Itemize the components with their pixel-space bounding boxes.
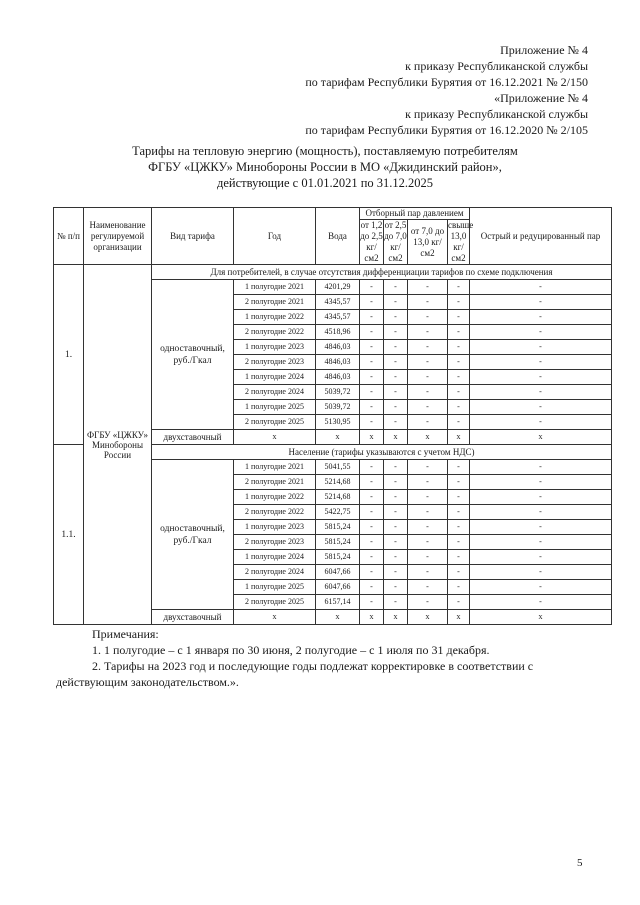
two-rate-value: х [360, 610, 384, 625]
col-header-sharp-steam: Острый и редуцированный пар [470, 208, 612, 265]
period-cell: 2 полугодие 2023 [234, 355, 316, 370]
dash-cell: - [360, 310, 384, 325]
dash-cell: - [408, 520, 448, 535]
dash-cell: - [448, 490, 470, 505]
dash-cell: - [470, 565, 612, 580]
dash-cell: - [408, 340, 448, 355]
two-rate-value: х [234, 610, 316, 625]
water-value: 5214,68 [316, 475, 360, 490]
dash-cell: - [384, 385, 408, 400]
two-rate-label: двухставочный [152, 430, 234, 445]
one-rate-label: одноставочный, руб./Гкал [152, 280, 234, 430]
dash-cell: - [360, 565, 384, 580]
dash-cell: - [448, 340, 470, 355]
dash-cell: - [384, 490, 408, 505]
dash-cell: - [384, 595, 408, 610]
col-header-pressure-1: от 1,2 до 2,5 кг/см2 [360, 220, 383, 263]
water-value: 4846,03 [316, 355, 360, 370]
water-value: 6047,66 [316, 580, 360, 595]
period-cell: 2 полугодие 2022 [234, 505, 316, 520]
period-cell: 2 полугодие 2025 [234, 415, 316, 430]
period-cell: 1 полугодие 2024 [234, 550, 316, 565]
header-line: к приказу Республиканской службы [405, 59, 588, 73]
dash-cell: - [448, 505, 470, 520]
dash-cell: - [360, 415, 384, 430]
dash-cell: - [408, 385, 448, 400]
dash-cell: - [448, 475, 470, 490]
dash-cell: - [448, 280, 470, 295]
two-rate-value: х [448, 610, 470, 625]
period-cell: 2 полугодие 2023 [234, 535, 316, 550]
dash-cell: - [384, 310, 408, 325]
section-number: 1. [54, 265, 84, 445]
period-cell: 2 полугодие 2021 [234, 295, 316, 310]
dash-cell: - [360, 520, 384, 535]
water-value: 4201,29 [316, 280, 360, 295]
dash-cell: - [360, 595, 384, 610]
two-rate-value: х [470, 430, 612, 445]
period-cell: 1 полугодие 2024 [234, 370, 316, 385]
tariff-table [53, 207, 612, 625]
dash-cell: - [470, 370, 612, 385]
dash-cell: - [360, 295, 384, 310]
dash-cell: - [448, 520, 470, 535]
header-line: «Приложение № 4 [494, 91, 588, 105]
col-header-tariff-type: Вид тарифа [152, 208, 234, 265]
dash-cell: - [448, 370, 470, 385]
dash-cell: - [384, 400, 408, 415]
dash-cell: - [448, 325, 470, 340]
dash-cell: - [470, 385, 612, 400]
title-line: ФГБУ «ЦЖКУ» Минобороны России в МО «Джидинский район», [148, 160, 502, 174]
dash-cell: - [470, 490, 612, 505]
col-header-number: № п/п [54, 208, 84, 265]
two-rate-value: х [448, 430, 470, 445]
water-value: 5815,24 [316, 535, 360, 550]
dash-cell: - [408, 400, 448, 415]
two-rate-value: х [384, 610, 408, 625]
dash-cell: - [408, 475, 448, 490]
dash-cell: - [360, 580, 384, 595]
period-cell: 2 полугодие 2024 [234, 385, 316, 400]
dash-cell: - [384, 550, 408, 565]
note-item: 2. Тарифы на 2023 год и последующие годы подлежат корректировке в соответствии с действующим законодательством.». [56, 659, 534, 689]
dash-cell: - [384, 535, 408, 550]
water-value: 5815,24 [316, 520, 360, 535]
water-value: 5039,72 [316, 400, 360, 415]
period-cell: 1 полугодие 2021 [234, 280, 316, 295]
dash-cell: - [360, 550, 384, 565]
section-caption-row [54, 265, 612, 280]
dash-cell: - [384, 325, 408, 340]
water-value: 4518,96 [316, 325, 360, 340]
dash-cell: - [470, 550, 612, 565]
col-header-steam-group: Отборный пар давлением [360, 208, 470, 220]
dash-cell: - [408, 460, 448, 475]
water-value: 4846,03 [316, 370, 360, 385]
dash-cell: - [408, 580, 448, 595]
dash-cell: - [408, 280, 448, 295]
two-rate-label: двухставочный [152, 610, 234, 625]
section-caption: Население (тарифы указываются с учетом НДС) [152, 445, 612, 460]
dash-cell: - [448, 400, 470, 415]
notes [56, 626, 586, 690]
dash-cell: - [470, 475, 612, 490]
two-rate-value: х [408, 430, 448, 445]
dash-cell: - [384, 520, 408, 535]
dash-cell: - [448, 460, 470, 475]
water-value: 5041,55 [316, 460, 360, 475]
dash-cell: - [408, 415, 448, 430]
dash-cell: - [360, 460, 384, 475]
two-rate-value: х [408, 610, 448, 625]
two-rate-value: х [234, 430, 316, 445]
two-rate-value: х [316, 610, 360, 625]
dash-cell: - [408, 295, 448, 310]
dash-cell: - [448, 385, 470, 400]
dash-cell: - [448, 355, 470, 370]
dash-cell: - [470, 310, 612, 325]
dash-cell: - [470, 340, 612, 355]
note-item: 1. 1 полугодие – с 1 января по 30 июня, 2 полугодие – с 1 июля по 31 декабря. [92, 643, 490, 657]
dash-cell: - [470, 400, 612, 415]
dash-cell: - [408, 355, 448, 370]
period-cell: 1 полугодие 2023 [234, 340, 316, 355]
col-header-organization: Наименование регулируемой организации [84, 208, 152, 265]
two-rate-value: х [384, 430, 408, 445]
dash-cell: - [448, 415, 470, 430]
dash-cell: - [470, 520, 612, 535]
period-cell: 1 полугодие 2021 [234, 460, 316, 475]
dash-cell: - [408, 325, 448, 340]
water-value: 5039,72 [316, 385, 360, 400]
dash-cell: - [470, 580, 612, 595]
two-rate-value: х [316, 430, 360, 445]
dash-cell: - [448, 580, 470, 595]
dash-cell: - [384, 340, 408, 355]
period-cell: 1 полугодие 2023 [234, 520, 316, 535]
header-line: по тарифам Республики Бурятия от 16.12.2020 № 2/105 [305, 123, 588, 137]
dash-cell: - [470, 325, 612, 340]
dash-cell: - [470, 535, 612, 550]
section-number: 1.1. [54, 445, 84, 625]
water-value: 4345,57 [316, 295, 360, 310]
dash-cell: - [384, 565, 408, 580]
dash-cell: - [470, 415, 612, 430]
header-line: к приказу Республиканской службы [405, 107, 588, 121]
period-cell: 1 полугодие 2022 [234, 310, 316, 325]
dash-cell: - [448, 595, 470, 610]
dash-cell: - [470, 295, 612, 310]
dash-cell: - [408, 370, 448, 385]
dash-cell: - [448, 535, 470, 550]
dash-cell: - [384, 415, 408, 430]
dash-cell: - [408, 490, 448, 505]
dash-cell: - [360, 535, 384, 550]
col-header-pressure-2: от 2,5 до 7,0 кг/см2 [384, 220, 407, 263]
col-header-pressure-3: от 7,0 до 13,0 кг/см2 [408, 220, 448, 265]
dash-cell: - [360, 475, 384, 490]
two-rate-value: х [470, 610, 612, 625]
period-cell: 2 полугодие 2022 [234, 325, 316, 340]
dash-cell: - [384, 505, 408, 520]
dash-cell: - [408, 565, 448, 580]
col-header-pressure-4: свыше 13,0 кг/см2 [448, 220, 474, 263]
dash-cell: - [384, 370, 408, 385]
dash-cell: - [470, 505, 612, 520]
dash-cell: - [408, 595, 448, 610]
dash-cell: - [470, 280, 612, 295]
document-title [60, 143, 590, 191]
water-value: 6047,66 [316, 565, 360, 580]
water-value: 5214,68 [316, 490, 360, 505]
dash-cell: - [384, 355, 408, 370]
title-line: Тарифы на тепловую энергию (мощность), поставляемую потребителям [132, 144, 518, 158]
dash-cell: - [360, 340, 384, 355]
dash-cell: - [448, 550, 470, 565]
water-value: 5130,95 [316, 415, 360, 430]
dash-cell: - [408, 310, 448, 325]
dash-cell: - [470, 460, 612, 475]
dash-cell: - [448, 565, 470, 580]
dash-cell: - [408, 505, 448, 520]
col-header-water: Вода [316, 208, 360, 265]
dash-cell: - [360, 280, 384, 295]
tariff-table-body [54, 265, 612, 625]
dash-cell: - [448, 310, 470, 325]
page-number: 5 [577, 857, 583, 869]
col-header-year: Год [234, 208, 316, 265]
dash-cell: - [360, 400, 384, 415]
period-cell: 1 полугодие 2022 [234, 490, 316, 505]
one-rate-label: одноставочный, руб./Гкал [152, 460, 234, 610]
section-caption: Для потребителей, в случае отсутствия дифференциации тарифов по схеме подключения [152, 265, 612, 280]
dash-cell: - [384, 460, 408, 475]
dash-cell: - [360, 385, 384, 400]
notes-heading: Примечания: [92, 627, 159, 641]
organization-name: ФГБУ «ЦЖКУ» Минобороны России [84, 265, 152, 625]
dash-cell: - [360, 505, 384, 520]
header-line: по тарифам Республики Бурятия от 16.12.2021 № 2/150 [305, 75, 588, 89]
appendix-header [228, 42, 588, 138]
period-cell: 2 полугодие 2025 [234, 595, 316, 610]
water-value: 5422,75 [316, 505, 360, 520]
dash-cell: - [384, 295, 408, 310]
water-value: 4345,57 [316, 310, 360, 325]
dash-cell: - [470, 355, 612, 370]
dash-cell: - [448, 295, 470, 310]
title-line: действующие с 01.01.2021 по 31.12.2025 [216, 176, 434, 190]
dash-cell: - [408, 550, 448, 565]
dash-cell: - [384, 280, 408, 295]
period-cell: 1 полугодие 2025 [234, 580, 316, 595]
period-cell: 2 полугодие 2024 [234, 565, 316, 580]
water-value: 4846,03 [316, 340, 360, 355]
two-rate-value: х [360, 430, 384, 445]
dash-cell: - [408, 535, 448, 550]
water-value: 5815,24 [316, 550, 360, 565]
header-line: Приложение № 4 [500, 43, 588, 57]
period-cell: 1 полугодие 2025 [234, 400, 316, 415]
dash-cell: - [384, 580, 408, 595]
dash-cell: - [360, 370, 384, 385]
water-value: 6157,14 [316, 595, 360, 610]
dash-cell: - [360, 355, 384, 370]
dash-cell: - [384, 475, 408, 490]
dash-cell: - [470, 595, 612, 610]
period-cell: 2 полугодие 2021 [234, 475, 316, 490]
dash-cell: - [360, 490, 384, 505]
dash-cell: - [360, 325, 384, 340]
